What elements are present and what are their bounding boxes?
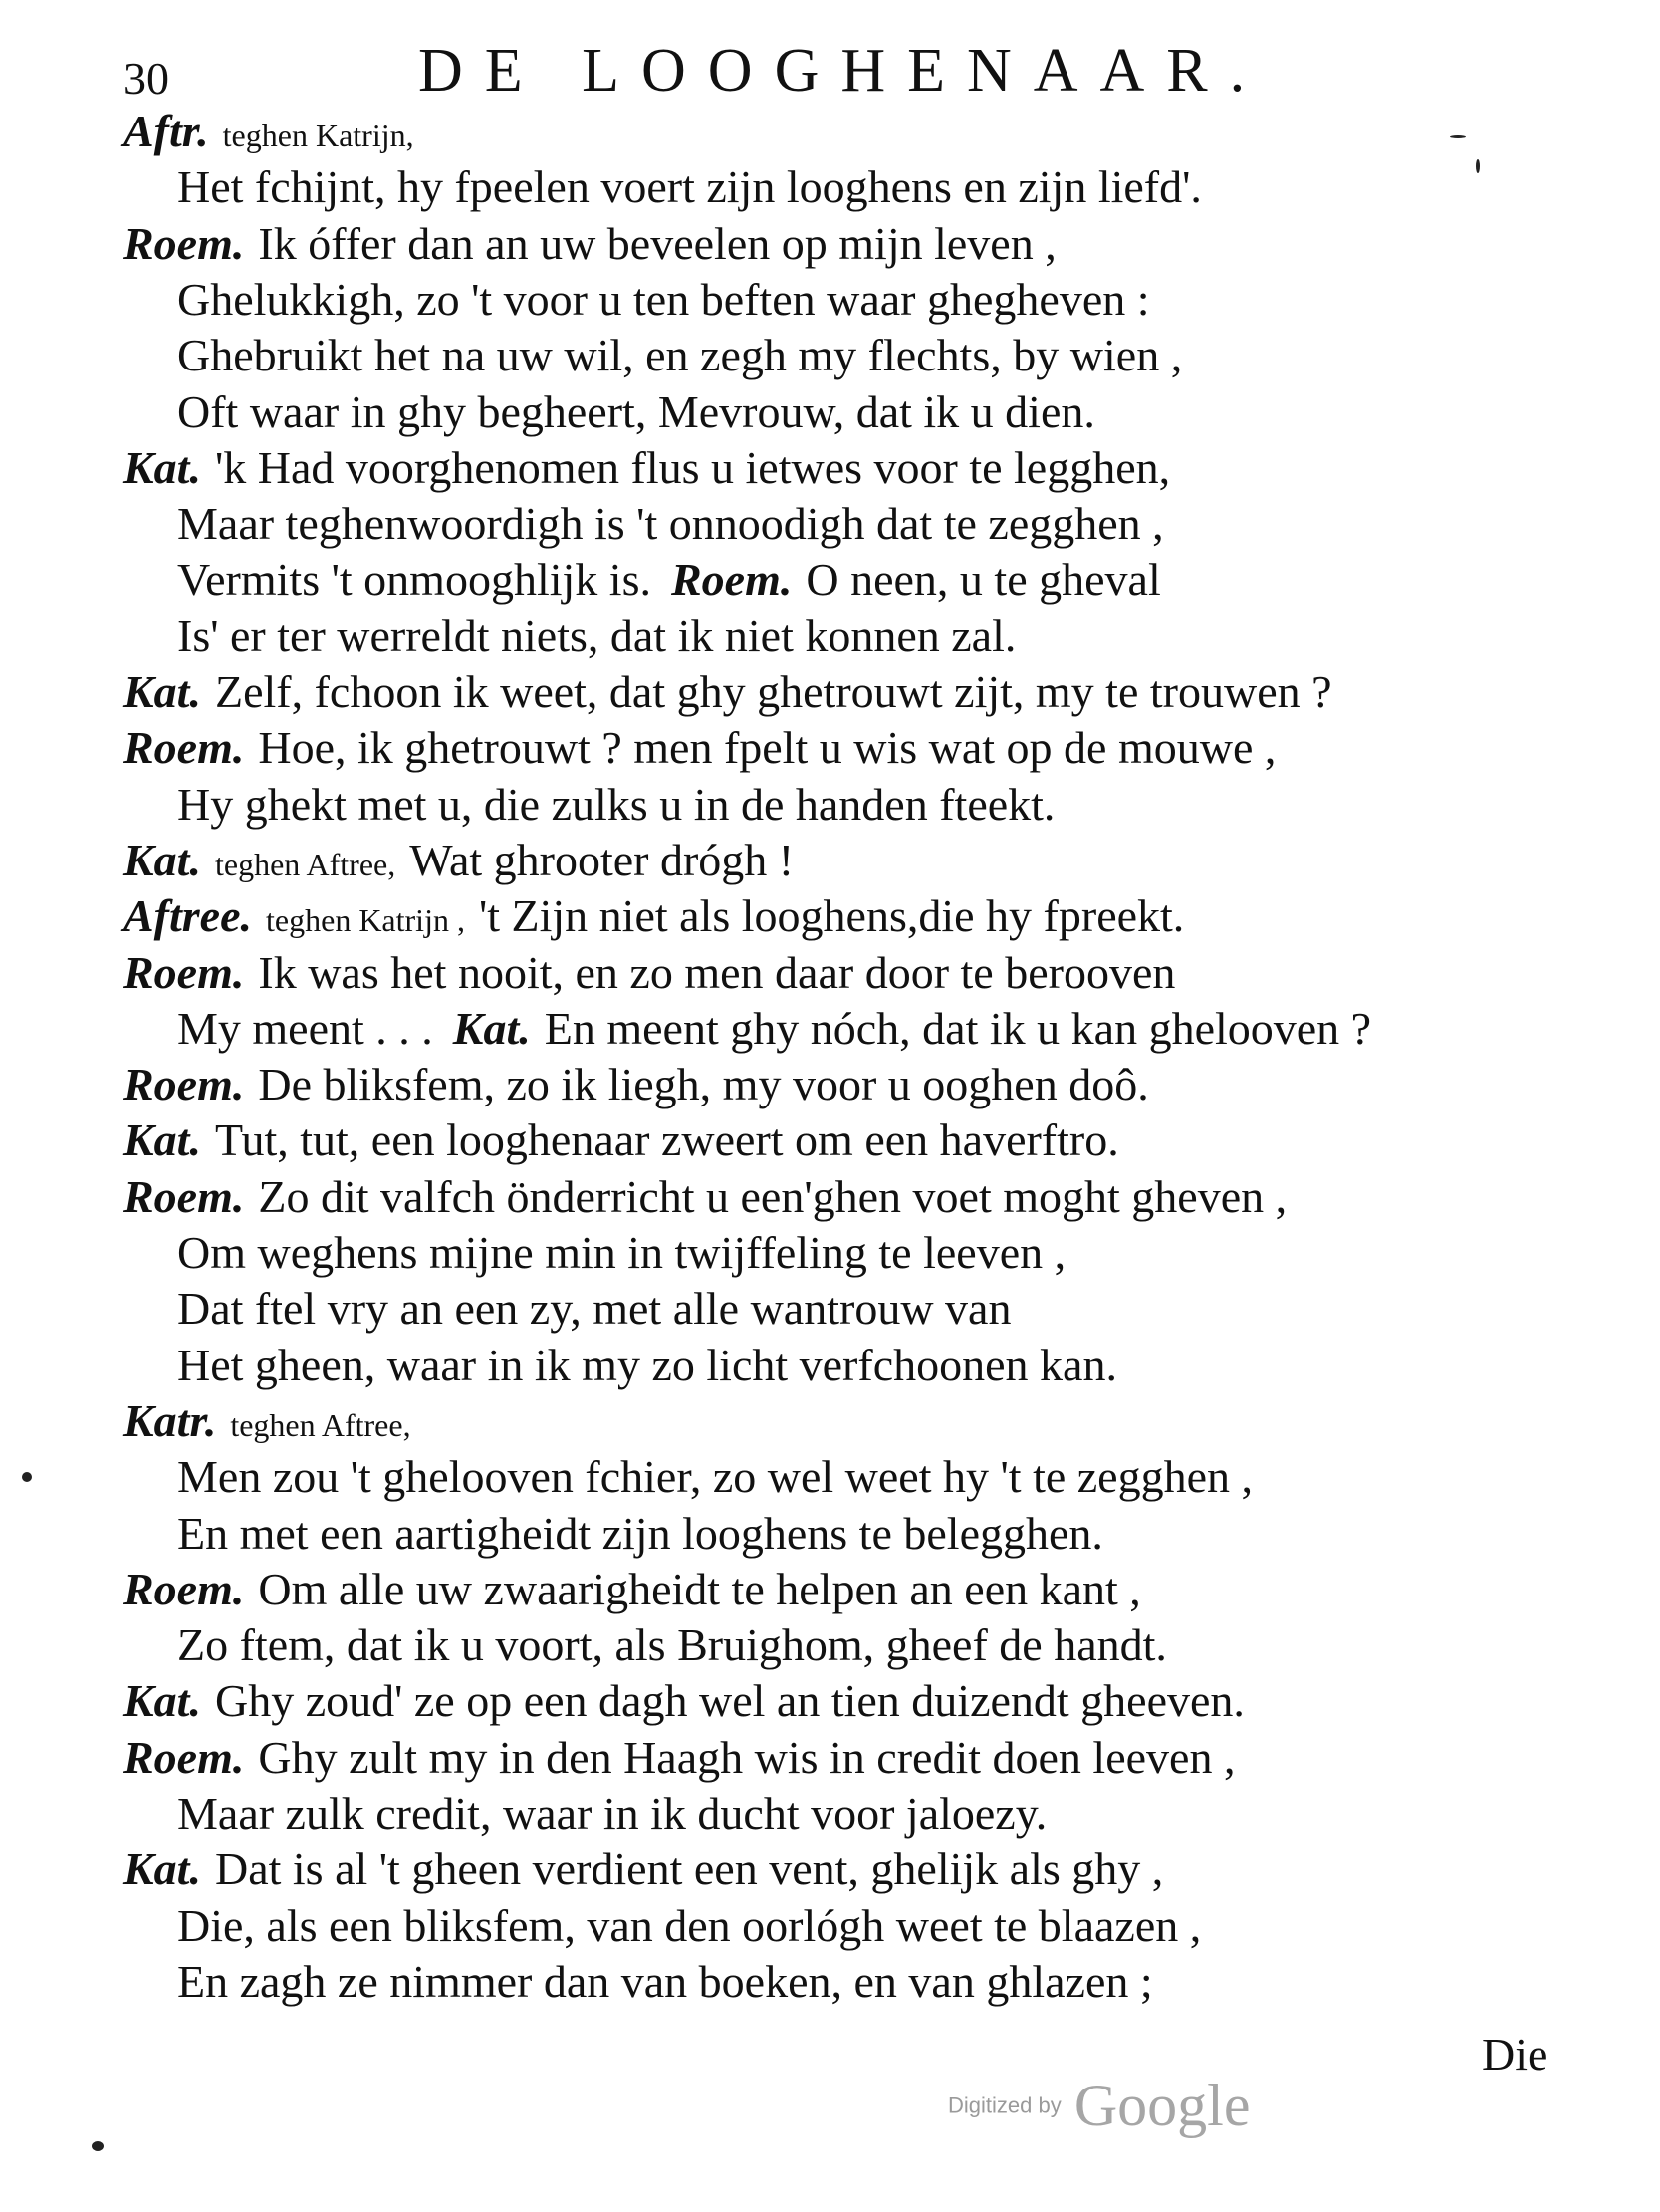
verse-text: My meent . . . <box>177 1003 433 1054</box>
verse-line <box>123 1393 425 1453</box>
verse-text: Die, als een bliksfem, van den oorlógh weet te blaazen , <box>177 1900 1202 1951</box>
verse-text: Zo ftem, dat ik u voort, als Bruighom, gheef de handt. <box>177 1619 1167 1670</box>
verse-text: Het gheen, waar in ik my zo licht verfchoonen kan. <box>177 1340 1117 1390</box>
verse-text: Hoe, ik ghetrouwt ? men fpelt u wis wat op de mouwe , <box>258 722 1277 773</box>
verse-text: Oft waar in ghy begheert, Mevrouw, dat ik u dien. <box>177 386 1095 437</box>
verse-text: En zagh ze nimmer dan van boeken, en van ghlazen ; <box>177 1956 1153 2007</box>
speaker-name: Roem. <box>123 947 245 998</box>
scan-speck <box>1450 135 1466 138</box>
verse-text: En meent ghy nóch, dat ik u kan ghelooven ? <box>544 1003 1372 1054</box>
speaker-name: Roem. <box>123 722 245 773</box>
scan-speck <box>22 1472 32 1482</box>
verse-line <box>177 777 1055 833</box>
verse-line <box>123 945 1175 1001</box>
verse-text: Ghelukkigh, zo 't voor u ten beften waar ghegheven : <box>177 274 1150 325</box>
verse-line <box>123 104 428 163</box>
verse-text: Het fchijnt, hy fpeelen voert zijn looghens en zijn liefd'. <box>177 161 1202 212</box>
verse-line <box>177 159 1202 215</box>
verse-line <box>123 1842 1163 1897</box>
verse-text: Ghebruikt het na uw wil, en zegh my flechts, by wien , <box>177 330 1183 380</box>
speaker-name: Roem. <box>123 1171 245 1222</box>
verse-line <box>123 1730 1235 1786</box>
verse-text: O neen, u te gheval <box>806 554 1161 605</box>
verse-text: Ghy zoud' ze op een dagh wel an tien duizendt gheeven. <box>214 1675 1245 1726</box>
verse-text: Zo dit valfch önderricht u een'ghen voet moght gheven , <box>258 1171 1288 1222</box>
verse-line <box>177 1786 1047 1842</box>
verse-text: Om alle uw zwaarigheidt te helpen an een kant , <box>258 1564 1141 1614</box>
speaker-name: Kat. <box>123 666 201 717</box>
verse-line <box>123 1673 1245 1729</box>
verse-text: Maar teghenwoordigh is 't onnoodigh dat te zegghen , <box>177 498 1164 549</box>
verse-text: Wat ghrooter drógh ! <box>409 835 795 885</box>
stage-direction: teghen Katrijn , <box>266 902 465 938</box>
verse-text: Ghy zult my in den Haagh wis in credit doen leeven , <box>258 1732 1236 1783</box>
verse-text: Ik was het nooit, en zo men daar door te berooven <box>258 947 1176 998</box>
verse-text: 't Zijn niet als looghens,die hy fpreekt. <box>478 890 1185 941</box>
google-logo: Google <box>1073 2073 1251 2138</box>
verse-line <box>123 720 1276 776</box>
speaker-name: Kat. <box>123 835 201 885</box>
verse-text: De bliksfem, zo ik liegh, my voor u ooghen doô. <box>258 1059 1149 1109</box>
speaker-name: Kat. <box>123 1114 201 1165</box>
verse-text: Ik óffer dan an uw beveelen op mijn leven , <box>258 218 1057 269</box>
digitized-watermark <box>948 2072 1250 2140</box>
stage-direction: teghen Aftree, <box>230 1407 411 1443</box>
page-number: 30 <box>123 53 169 104</box>
verse-text: En met een aartigheidt zijn looghens te belegghen. <box>177 1508 1103 1559</box>
verse-line <box>177 328 1182 383</box>
verse-line <box>177 609 1016 664</box>
verse-line <box>177 1281 1011 1337</box>
speaker-name: Roem. <box>123 1564 245 1614</box>
verse-line <box>177 1225 1066 1281</box>
speaker-name: Roem. <box>123 218 245 269</box>
running-head: DE LOOGHENAAR. <box>418 37 1268 105</box>
verse-line <box>177 1449 1253 1505</box>
speaker-name: Aftree. <box>123 890 253 941</box>
speaker-name: Kat. <box>123 442 201 493</box>
catchword: Die <box>1482 2029 1548 2080</box>
speaker-name: Kat. <box>452 1003 531 1054</box>
verse-line <box>123 664 1332 720</box>
speaker-name: Kat. <box>123 1843 201 1894</box>
speaker-name: Aftr. <box>123 106 209 156</box>
verse-line <box>123 1057 1149 1112</box>
verse-text: Maar zulk credit, waar in ik ducht voor jaloezy. <box>177 1788 1048 1839</box>
verse-text: Hy ghekt met u, die zulks u in de handen fteekt. <box>177 779 1056 830</box>
verse-text: Dat is al 't gheen verdient een vent, ghelijk als ghy , <box>214 1843 1164 1894</box>
scan-speck <box>92 2141 104 2151</box>
verse-text: Tut, tut, een looghenaar zweert om een haverftro. <box>214 1114 1119 1165</box>
verse-text: Zelf, fchoon ik weet, dat ghy ghetrouwt zijt, my te trouwen ? <box>214 666 1332 717</box>
verse-text: Dat ftel vry an een zy, met alle wantrouw van <box>177 1283 1012 1334</box>
speaker-name: Roem. <box>123 1059 245 1109</box>
stage-direction: teghen Katrijn, <box>222 118 414 153</box>
verse-text: Om weghens mijne min in twijffeling te leeven , <box>177 1227 1067 1278</box>
verse-text: Vermits 't onmooghlijk is. <box>177 554 651 605</box>
verse-line <box>123 1562 1141 1617</box>
verse-line <box>177 272 1150 328</box>
verse-line <box>177 496 1164 552</box>
verse-line <box>177 1954 1153 2010</box>
verse-line <box>123 1112 1119 1168</box>
verse-line <box>177 384 1095 440</box>
verse-line <box>123 833 794 892</box>
speaker-name: Roem. <box>123 1732 245 1783</box>
speaker-name: Roem. <box>670 554 793 605</box>
verse-text: 'k Had voorghenomen flus u ietwes voor te legghen, <box>214 442 1171 493</box>
watermark-caption: Digitized by <box>948 2092 1062 2118</box>
stage-direction: teghen Aftree, <box>214 847 396 882</box>
speaker-name: Kat. <box>123 1675 201 1726</box>
verse-line <box>177 1001 1371 1057</box>
verse-line <box>177 552 1161 608</box>
verse-line <box>123 1169 1287 1225</box>
verse-line <box>177 1338 1117 1393</box>
speaker-name: Katr. <box>123 1395 217 1446</box>
verse-line <box>177 1898 1201 1954</box>
verse-line <box>123 440 1170 496</box>
verse-line <box>123 216 1057 272</box>
scan-speck <box>1476 159 1480 173</box>
verse-line <box>177 1617 1167 1673</box>
verse-line <box>177 1506 1103 1562</box>
verse-text: Men zou 't ghelooven fchier, zo wel weet hy 't te zegghen , <box>177 1451 1254 1502</box>
verse-text: Is' er ter werreldt niets, dat ik niet konnen zal. <box>177 611 1017 661</box>
verse-line <box>123 888 1184 948</box>
